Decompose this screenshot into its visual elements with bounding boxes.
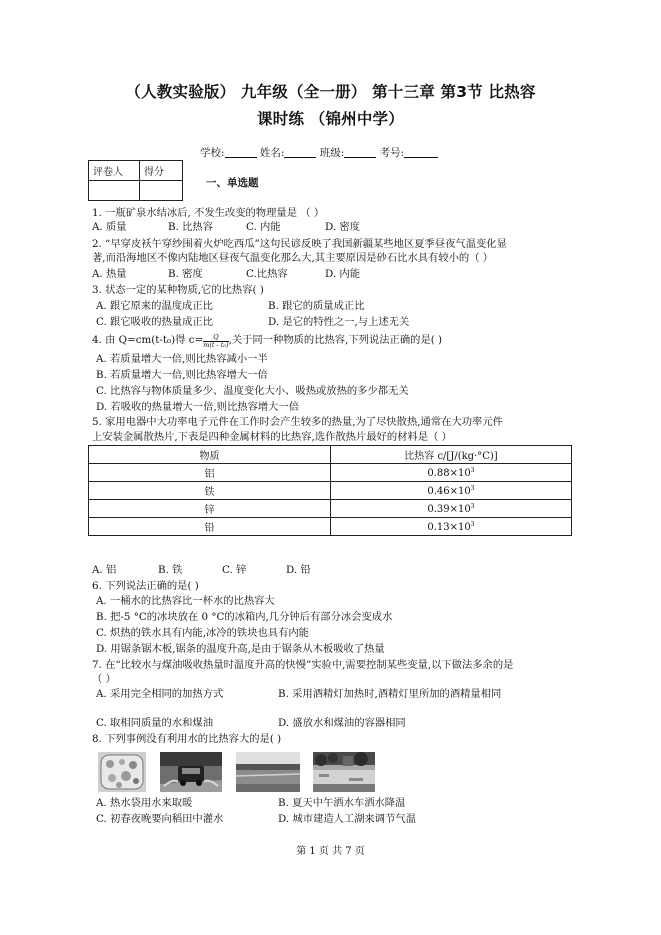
table-cell-material: 铁 [89,482,331,500]
name-blank [284,146,316,158]
q6-option-c: C. 炽热的铁水具有内能,冰冷的铁块也具有内能 [96,627,309,639]
value-exponent: 3 [470,520,475,528]
school-label: 学校: [200,147,225,159]
table-cell-value [331,464,572,482]
q6-option-b: B. 把-5 °C的冰块放在 0 °C的冰箱内,几分钟后有部分冰会变成水 [96,611,393,623]
q6-stem: 6. 下列说法正确的是( ) [92,580,199,592]
class-label: 班级: [319,147,345,159]
q8-option-d: D. 城市建造人工湖来调节气温 [278,813,416,825]
q4-option-b: B. 若质量增大一倍,则比热容增大一倍 [96,369,268,381]
q4-option-c: C. 比热容与物体质量多少、温度变化大小、吸热或放热的多少都无关 [96,385,409,397]
name-label: 姓名: [259,147,285,159]
q4-option-d: D. 若吸收的热量增大一倍,则比热容增大一倍 [96,401,300,413]
sprinkler-truck-image [160,752,222,792]
q1-option-d: D. 密度 [325,221,361,233]
q7-stem-line2: （ ） [92,673,116,685]
q4-formula-fraction [203,334,228,349]
q8-option-c: C. 初春夜晚要向稻田中灌水 [96,813,224,825]
q5-option-d: D. 铅 [286,564,311,576]
table-cell-material: 铝 [89,464,331,482]
value-text: 0.13×10 [427,521,471,533]
q2-option-b: B. 密度 [168,268,203,280]
table-header-heat: 比热容 c/[J/(kg·°C)] [331,446,572,464]
q4-stem [92,334,442,349]
table-row [89,500,572,518]
student-info-line [200,145,438,160]
table-cell-value [331,518,572,536]
q4-frac-den: m(t - t₀) [203,341,229,349]
table-cell-value [331,500,572,518]
grader-label: 评卷人 [89,161,140,181]
value-text: 0.46×10 [427,485,471,497]
table-row [89,482,572,500]
q7-option-a: A. 采用完全相同的加热方式 [96,688,224,700]
q6-option-a: A. 一桶水的比热容比一杯水的比热容大 [96,595,275,607]
q5-stem-line2: 上安装金属散热片,下表是四种金属材料的比热容,选作散热片最好的材料是（ ） [92,431,452,443]
q4-frac-num: Q [203,334,228,342]
value-exponent: 3 [470,484,475,492]
section-title: 一、单选题 [206,177,259,189]
q2-option-d: D. 内能 [325,268,361,280]
q5-option-a: A. 铝 [92,564,117,576]
q5-option-b: B. 铁 [158,564,183,576]
grader-table [88,160,183,201]
school-blank [225,146,257,158]
artificial-lake-image [313,752,375,792]
q2-option-c: C.比热容 [246,268,288,280]
value-text: 0.39×10 [427,503,471,515]
page-footer: 第 1 页 共 7 页 [296,846,365,857]
page-subtitle: 课时练 （锦州中学） [257,110,404,128]
q4-option-a: A. 若质量增大一倍,则比热容减小一半 [96,353,268,365]
q5-stem-line1: 5. 家用电器中大功率电子元件在工作时会产生较多的热量,为了尽快散热,通常在大功率元件 [92,416,503,428]
q1-stem: 1. 一瓶矿泉水结冰后, 不发生改变的物理量是 （ ） [92,207,325,219]
q3-option-c: C. 跟它吸收的热量成正比 [96,316,214,328]
q2-option-a: A. 热量 [92,268,127,280]
q3-option-a: A. 跟它原来的温度成正比 [96,300,213,312]
q1-option-b: B. 比热容 [168,221,214,233]
q1-option-c: C. 内能 [246,221,281,233]
table-cell-material: 锌 [89,500,331,518]
q5-option-c: C. 锌 [222,564,247,576]
heat-capacity-table [88,445,572,536]
q1-option-a: A. 质量 [92,221,127,233]
hot-water-bag-image [98,752,146,792]
value-exponent: 3 [470,502,475,510]
q6-option-d: D. 用锯条锯木板,锯条的温度升高,是由于锯条从木板吸收了热量 [96,643,385,655]
value-exponent: 3 [470,466,475,474]
q8-stem: 8. 下列事例没有利用水的比热容大的是( ) [92,733,282,745]
table-cell-value [331,482,572,500]
q4-stem-post: ,关于同一种物质的比热容,下列说法正确的是( ) [228,334,443,346]
table-header-material: 物质 [89,446,331,464]
q8-option-b: B. 夏天中午洒水车洒水降温 [278,797,406,809]
q3-stem: 3. 状态一定的某种物质,它的比热容( ) [92,284,264,296]
q2-stem-line1: 2. “早穿皮袄午穿纱围着火炉吃西瓜”这句民谚反映了我国新疆某些地区夏季昼夜气温变化显 [92,238,507,250]
q8-option-a: A. 热水袋用水来取暖 [96,797,193,809]
exam-no-label: 考号: [379,147,405,159]
q7-option-b: B. 采用酒精灯加热时,酒精灯里所加的酒精量相同 [278,688,502,700]
q2-stem-line2: 著,而沿海地区不像内陆地区昼夜气温变化那么大,其主要原因是砂石比水具有较小的（ ） [92,252,494,264]
grader-cell [89,181,140,201]
rice-field-image [236,752,300,792]
q3-option-d: D. 是它的特性之一,与上述无关 [268,316,410,328]
table-header-row [89,446,572,464]
score-label: 得分 [140,161,183,181]
table-row [89,518,572,536]
q4-stem-pre: 4. 由 Q=cm(t-t₀)得 c= [92,334,204,346]
page-title: （人教实验版） 九年级（全一册） 第十三章 第3节 比热容 [125,83,536,101]
q7-stem-line1: 7. 在“比较水与煤油吸收热量时温度升高的快慢”实验中,需要控制某些变量,以下做法多余的是 [92,659,514,671]
value-text: 0.88×10 [427,467,471,479]
q3-option-b: B. 跟它的质量成正比 [268,300,365,312]
exam-no-blank [404,146,438,158]
score-cell [140,181,183,201]
table-cell-material: 铅 [89,518,331,536]
class-blank [344,146,376,158]
q7-option-d: D. 盛放水和煤油的容器相同 [278,717,406,729]
q7-option-c: C. 取相同质量的水和煤油 [96,717,214,729]
table-row [89,464,572,482]
